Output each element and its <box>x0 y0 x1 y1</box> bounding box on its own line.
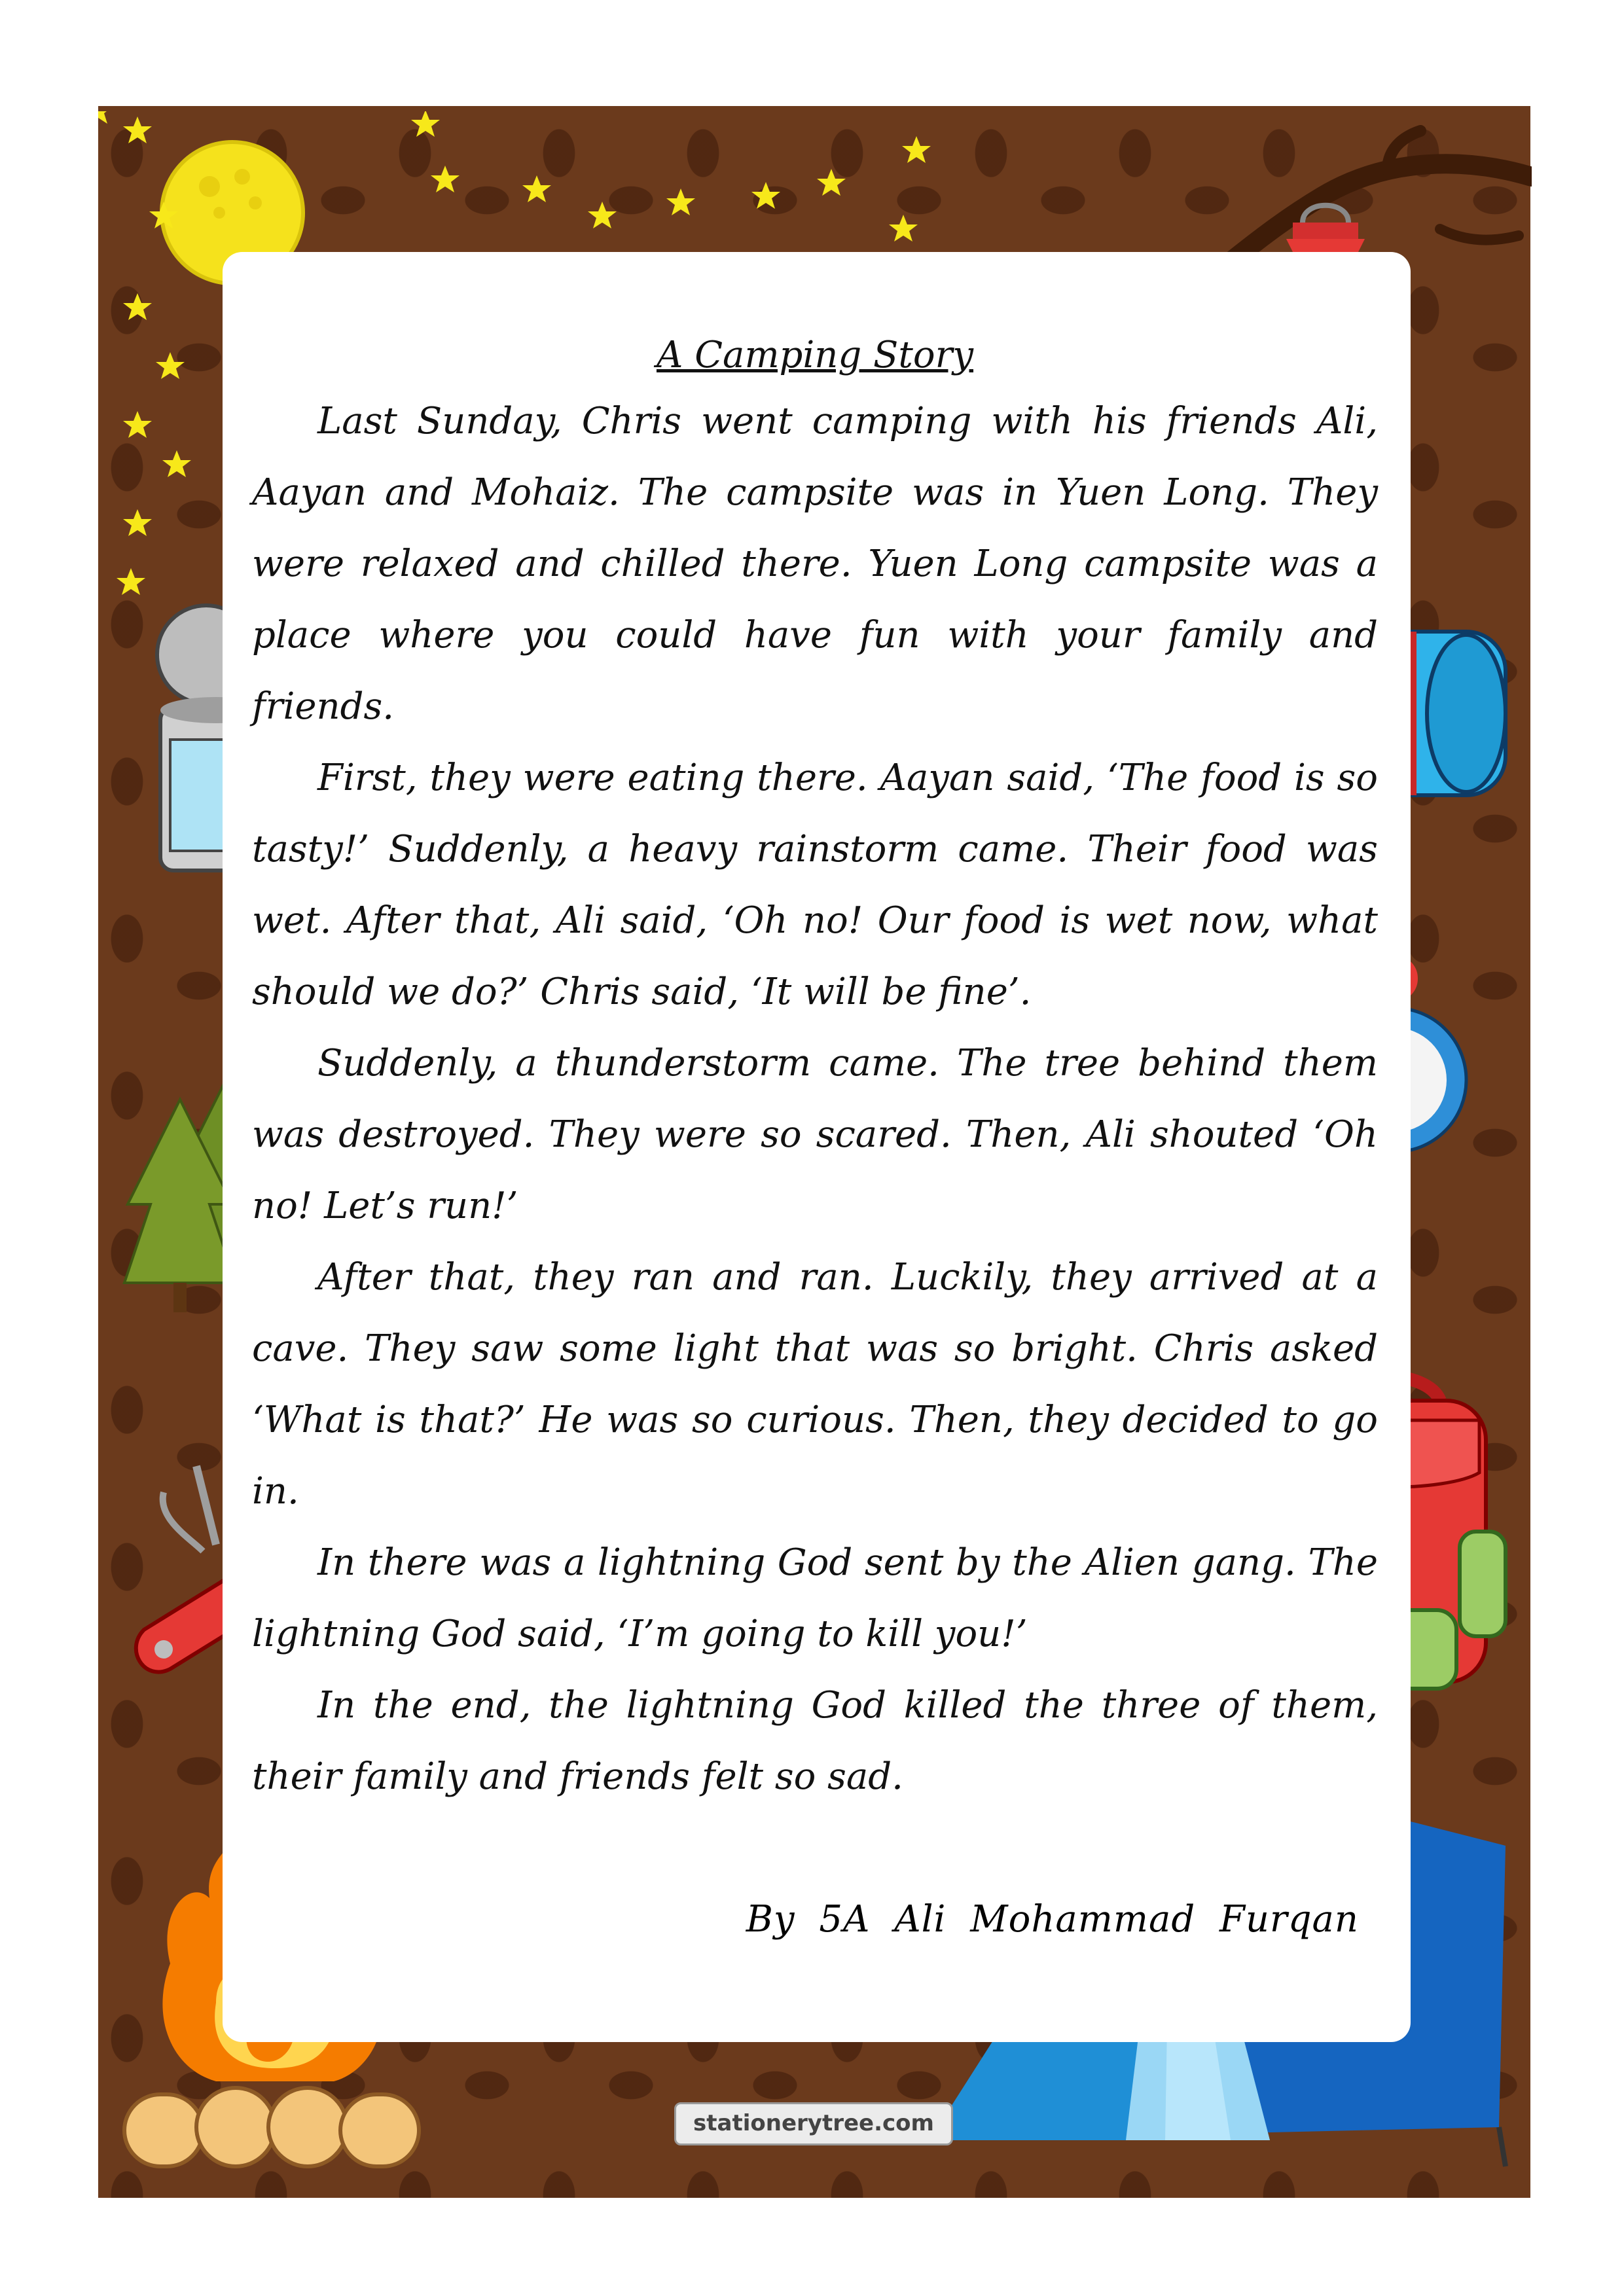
story-paragraph-3: Suddenly, a thunderstorm came. The tree behind them was destroyed. They were so scared. Then, Ali shouted ‘Oh no! Let’s run!’ <box>252 1042 1378 1227</box>
story-body <box>252 334 1378 1812</box>
story-paragraph-6: In the end, the lightning God killed the three of them, their family and friends felt so sad. <box>252 1684 1378 1798</box>
story-paragraph-4: After that, they ran and ran. Luckily, they arrived at a cave. They saw some light that was so bright. Chris asked ‘What is that?’ He was so curious. Then, they decided to go in. <box>252 1256 1378 1513</box>
story-paragraph-1: Last Sunday, Chris went camping with his friends Ali, Aayan and Mohaiz. The campsite was in Yuen Long. They were relaxed and chilled there. Yuen Long campsite was a place where you could have fun with your family and friends. <box>252 400 1378 728</box>
watermark: stationerytree.com <box>674 2102 953 2145</box>
story-title: A Camping Story <box>656 334 974 376</box>
author-byline: By 5A Ali Mohammad Furqan <box>746 1898 1359 1941</box>
story-paragraph-5: In there was a lightning God sent by the Alien gang. The lightning God said, ‘I’m going to kill you!’ <box>252 1541 1378 1655</box>
story-paragraph-2: First, they were eating there. Aayan said, ‘The food is so tasty!’ Suddenly, a heavy rainstorm came. Their food was wet. After that, Ali said, ‘Oh no! Our food is wet now, what should we do?’ Chris said, ‘It will be fine’. <box>252 757 1378 1013</box>
